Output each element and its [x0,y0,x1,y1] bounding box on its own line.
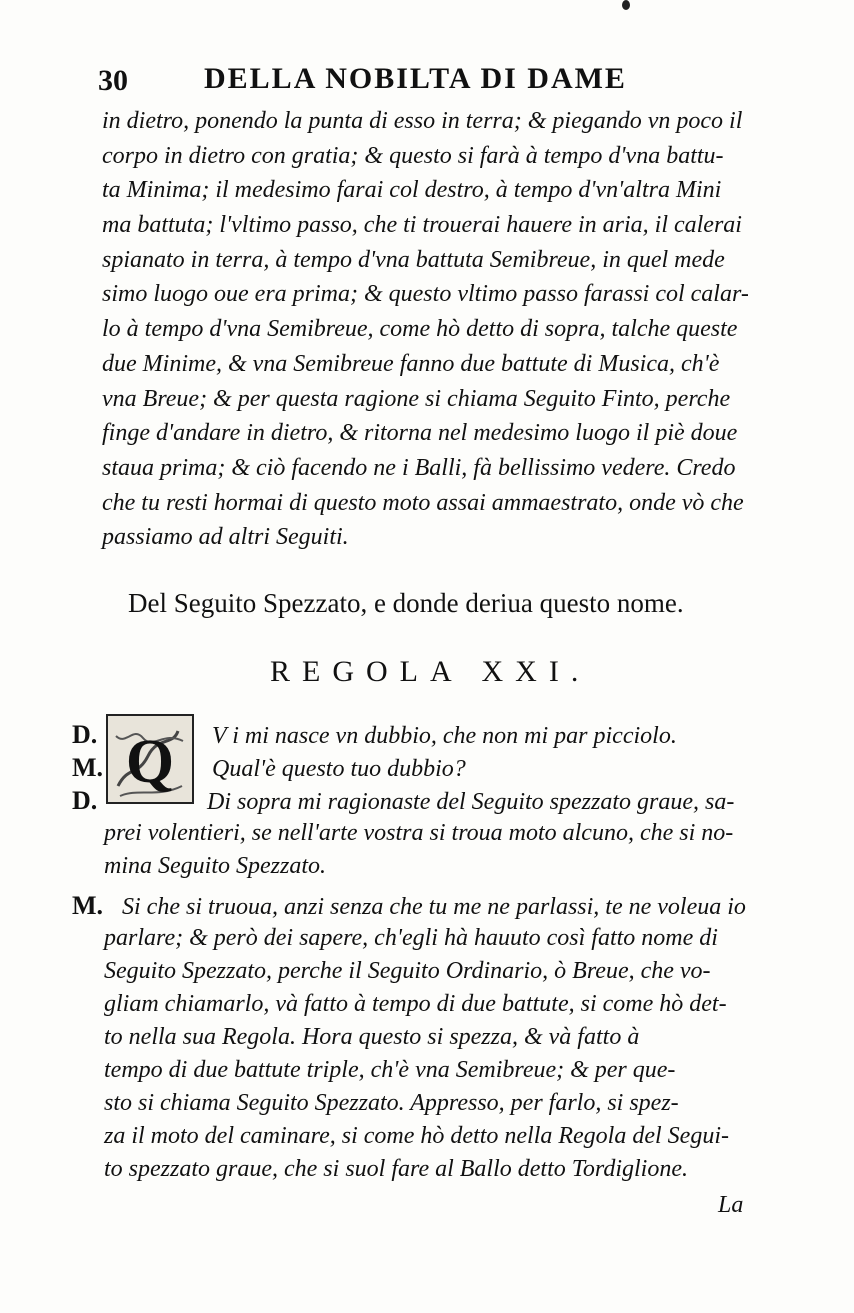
speaker-label: D. [72,786,98,815]
ink-speck [622,0,630,10]
dialogue-line [72,1153,812,1186]
dialogue-text: gliam chiamarlo, và fatto à tempo di due battute, si come hò det- [104,991,727,1017]
dialogue-text: Di sopra mi ragionaste del Seguito spezzato graue, sa- [207,789,735,815]
drop-cap-letter: Q [125,728,175,796]
body-line: ma battuta; l'vltimo passo, che ti trouerai hauere in aria, il calerai [102,212,742,239]
dialogue-text: tempo di due battute triple, ch'è vna Semibreue; & per que- [104,1057,676,1083]
body-line: ta Minima; il medesimo farai col destro, à tempo d'vn'altra Mini [102,177,722,204]
body-line: spianato in terra, à tempo d'vna battuta Semibreue, in quel mede [102,246,725,273]
body-line: che tu resti hormai di questo moto assai ammaestrato, onde vò che [102,489,744,516]
body-line: simo luogo oue era prima; & questo vltimo passo farassi col calar- [102,281,749,308]
page-number: 30 [98,64,128,97]
dialogue-text: V i mi nasce vn dubbio, che non mi par picciolo. [212,723,677,749]
body-line: in dietro, ponendo la punta di esso in terra; & piegando vn poco il [102,108,743,134]
dialogue-line [72,1087,812,1120]
dialogue-line [72,889,812,922]
speaker-label: M. [72,891,104,920]
dialogue-line [72,955,812,988]
dialogue-line [72,784,812,817]
body-line: corpo in dietro con gratia; & questo si farà à tempo d'vna battu- [102,142,724,169]
dialogue-text: sto si chiama Seguito Spezzato. Appresso, per farlo, si spez- [104,1090,679,1116]
dialogue-text: Seguito Spezzato, perche il Seguito Ordinario, ò Breue, che vo- [104,958,711,984]
body-line: finge d'andare in dietro, & ritorna nel medesimo luogo il piè doue [102,420,738,447]
dialogue-text: to nella sua Regola. Hora questo si spezza, & và fatto à [104,1024,640,1050]
running-title: DELLA NOBILTA DI DAME [204,62,627,95]
dialogue-line [72,988,812,1021]
dialogue-line [72,751,812,784]
dialogue-line [72,1120,812,1153]
dialogue [72,718,812,1186]
speaker-label: M. [72,753,104,782]
body-paragraph [102,104,802,555]
dialogue-text: parlare; & però dei sapere, ch'egli hà hauuto così fatto nome di [104,925,718,951]
dialogue-line [72,1054,812,1087]
speaker-label: D. [72,720,98,749]
section-title: Del Seguito Spezzato, e donde deriua questo nome. [128,588,684,618]
dialogue-text: Si che si truoua, anzi senza che tu me ne parlassi, te ne voleua io [122,894,746,920]
dialogue-line [72,850,812,883]
dialogue-text: Qual'è questo tuo dubbio? [212,756,466,782]
dialogue-text: mina Seguito Spezzato. [104,853,326,879]
catchword: La [718,1192,744,1218]
body-line: lo à tempo d'vna Semibreue, come hò detto di sopra, talche queste [102,316,738,343]
body-line: staua prima; & ciò facendo ne i Balli, fà bellissimo vedere. Credo [102,454,736,481]
dialogue-line [72,718,812,751]
body-line: vna Breue; & per questa ragione si chiama Seguito Finto, perche [102,385,731,412]
dialogue-line [72,1021,812,1054]
body-line: passiamo ad altri Seguiti. [102,524,349,551]
dialogue-line [72,817,812,850]
dialogue-text: prei volentieri, se nell'arte vostra si troua moto alcuno, che si no- [104,820,734,846]
dialogue-text: za il moto del caminare, si come hò detto nella Regola del Segui- [104,1123,729,1149]
dialogue-text: to spezzato graue, che si suol fare al Ballo detto Tordiglione. [104,1156,688,1182]
rule-title: REGOLA XXI. [270,655,591,688]
body-line: due Minime, & vna Semibreue fanno due battute di Musica, ch'è [102,350,720,377]
running-head [98,62,658,102]
dialogue-line [72,922,812,955]
